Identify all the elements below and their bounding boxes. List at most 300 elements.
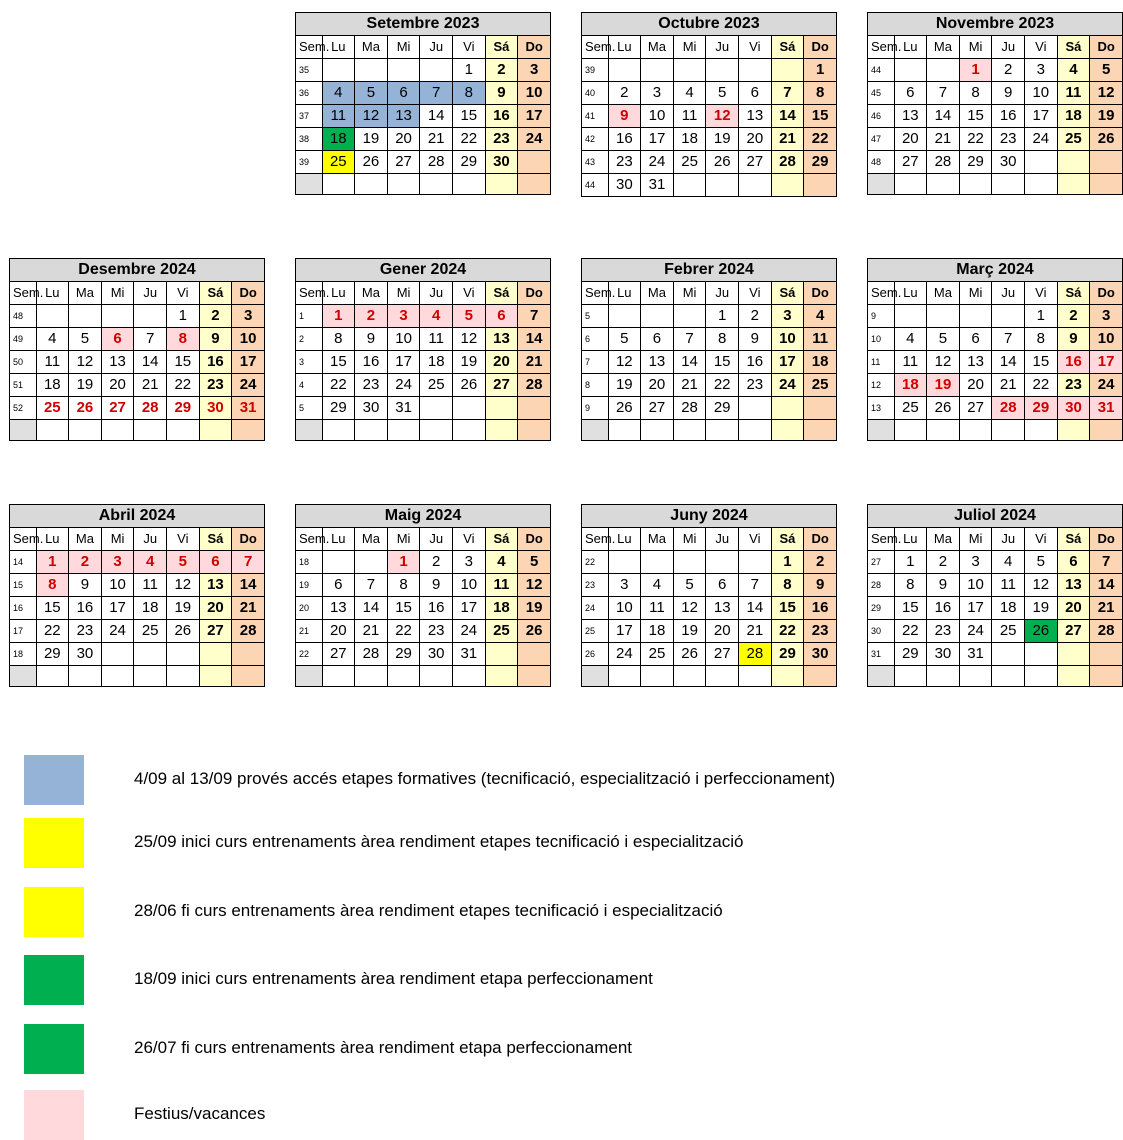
day-cell: 2 [199,305,232,328]
day-cell: 28 [992,397,1025,420]
day-cell [69,420,102,441]
week-number: 7 [582,351,609,374]
day-cell: 26 [1090,128,1123,151]
legend-text: Festius/vacances [134,1104,266,1123]
day-cell: 31 [453,643,486,666]
day-cell: 16 [739,351,772,374]
weekday-header: Ju [420,282,453,305]
week-row [582,328,837,351]
day-cell: 17 [959,597,992,620]
day-cell [453,174,486,195]
week-number: 4 [296,374,323,397]
day-cell: 7 [739,574,772,597]
day-cell [322,666,355,687]
day-cell [199,420,232,441]
day-cell [1057,643,1090,666]
day-cell [1057,420,1090,441]
day-cell: 6 [739,82,772,105]
week-row [868,597,1123,620]
day-cell: 11 [992,574,1025,597]
week-number: 22 [296,643,323,666]
week-row [10,328,265,351]
week-number: 10 [868,328,895,351]
week-number: 15 [10,574,37,597]
day-cell: 18 [804,351,837,374]
day-cell: 18 [894,374,927,397]
week-number: 11 [868,351,895,374]
day-cell: 2 [804,551,837,574]
day-cell [992,305,1025,328]
day-cell: 4 [36,328,69,351]
day-cell: 24 [608,643,641,666]
day-cell: 12 [608,351,641,374]
weekday-header: Sá [771,36,804,59]
legend-swatch-yellow [24,818,84,868]
day-cell [641,305,674,328]
day-cell: 14 [355,597,388,620]
weekday-header: Do [518,282,551,305]
day-cell [134,420,167,441]
day-cell: 15 [894,597,927,620]
day-cell: 7 [355,574,388,597]
day-cell [355,551,388,574]
week-number: 45 [868,82,895,105]
week-row [296,82,551,105]
weekday-header: Ma [355,282,388,305]
day-cell: 15 [706,351,739,374]
week-row [296,620,551,643]
weekday-header: Ma [69,282,102,305]
day-cell: 23 [420,620,453,643]
week-row [582,397,837,420]
day-cell: 16 [485,105,518,128]
week-number [582,420,609,441]
day-cell: 8 [387,574,420,597]
day-cell: 4 [673,82,706,105]
week-number: 14 [10,551,37,574]
day-cell [1025,174,1058,195]
day-cell: 16 [1057,351,1090,374]
week-row [868,82,1123,105]
week-number: 12 [868,374,895,397]
week-number: 30 [868,620,895,643]
day-cell: 17 [387,351,420,374]
weekday-header: Sem. [10,282,37,305]
month-title: Desembre 2024 [10,259,265,282]
day-cell [641,666,674,687]
day-cell: 24 [771,374,804,397]
day-cell: 3 [453,551,486,574]
day-cell: 11 [641,597,674,620]
week-number: 17 [10,620,37,643]
day-cell [420,397,453,420]
week-row [296,105,551,128]
week-number [296,420,323,441]
week-number: 48 [10,305,37,328]
week-row [10,397,265,420]
day-cell: 12 [927,351,960,374]
day-cell: 20 [387,128,420,151]
weekday-header: Sá [199,528,232,551]
day-cell: 11 [804,328,837,351]
day-cell [1090,174,1123,195]
day-cell [608,551,641,574]
day-cell: 1 [804,59,837,82]
day-cell: 20 [199,597,232,620]
week-row [296,551,551,574]
day-cell [355,59,388,82]
week-row [868,328,1123,351]
day-cell: 28 [355,643,388,666]
day-cell: 29 [771,643,804,666]
day-cell [641,551,674,574]
day-cell: 3 [959,551,992,574]
weekday-header: Ma [927,282,960,305]
week-number: 16 [10,597,37,620]
day-cell [232,666,265,687]
day-cell: 11 [1057,82,1090,105]
day-cell: 15 [959,105,992,128]
week-number: 22 [582,551,609,574]
day-cell: 12 [1025,574,1058,597]
day-cell: 21 [739,620,772,643]
day-cell: 14 [232,574,265,597]
day-cell [927,420,960,441]
week-number: 25 [582,620,609,643]
day-cell: 1 [36,551,69,574]
week-number: 18 [296,551,323,574]
weekday-header: Mi [101,528,134,551]
day-cell: 12 [167,574,200,597]
weekday-header: Vi [453,528,486,551]
day-cell: 30 [355,397,388,420]
day-cell: 13 [485,328,518,351]
week-row [296,59,551,82]
day-cell: 28 [771,151,804,174]
day-cell: 21 [927,128,960,151]
day-cell [927,174,960,195]
day-cell: 27 [959,397,992,420]
week-number [296,666,323,687]
week-number: 37 [296,105,323,128]
day-cell: 16 [69,597,102,620]
day-cell: 20 [739,128,772,151]
week-number: 19 [296,574,323,597]
day-cell: 9 [485,82,518,105]
day-cell: 11 [420,328,453,351]
weekday-header: Ju [134,528,167,551]
day-cell: 4 [1057,59,1090,82]
day-cell: 17 [608,620,641,643]
weekday-header: Do [804,528,837,551]
day-cell [959,420,992,441]
day-cell: 22 [1025,374,1058,397]
month-calendar [867,258,1123,441]
week-row [582,420,837,441]
weekday-header: Mi [387,36,420,59]
weekday-header: Sem. [582,282,609,305]
month-calendar [581,258,837,441]
weekday-header: Lu [894,282,927,305]
day-cell: 22 [771,620,804,643]
day-cell: 2 [355,305,388,328]
legend-swatch-yellow [24,887,84,937]
day-cell: 5 [706,82,739,105]
week-row [296,597,551,620]
weekday-header: Vi [1025,282,1058,305]
month-title: Octubre 2023 [582,13,837,36]
day-cell [355,420,388,441]
weekday-header: Vi [453,282,486,305]
month-title: Juny 2024 [582,505,837,528]
day-cell [608,305,641,328]
day-cell: 29 [322,397,355,420]
month-title: Maig 2024 [296,505,551,528]
weekday-header: Sem. [296,528,323,551]
day-cell: 15 [322,351,355,374]
day-cell: 26 [1025,620,1058,643]
day-cell [673,420,706,441]
week-number: 40 [582,82,609,105]
day-cell: 6 [199,551,232,574]
day-cell: 1 [322,305,355,328]
day-cell: 23 [927,620,960,643]
day-cell: 21 [518,351,551,374]
day-cell: 6 [101,328,134,351]
day-cell [771,666,804,687]
day-cell: 4 [485,551,518,574]
day-cell: 3 [387,305,420,328]
day-cell [804,174,837,197]
day-cell [485,420,518,441]
weekday-header: Vi [167,282,200,305]
day-cell [518,174,551,195]
day-cell: 23 [739,374,772,397]
day-cell: 20 [641,374,674,397]
day-cell: 25 [485,620,518,643]
day-cell [420,174,453,195]
weekday-header: Mi [673,528,706,551]
day-cell [134,643,167,666]
day-cell: 24 [641,151,674,174]
day-cell: 24 [1090,374,1123,397]
day-cell: 22 [706,374,739,397]
day-cell: 4 [894,328,927,351]
day-cell: 18 [641,620,674,643]
week-number: 5 [582,305,609,328]
day-cell: 4 [804,305,837,328]
day-cell: 18 [1057,105,1090,128]
day-cell [1090,151,1123,174]
day-cell: 24 [101,620,134,643]
day-cell: 1 [1025,305,1058,328]
weekday-header: Lu [322,282,355,305]
weekday-header: Do [804,282,837,305]
day-cell: 8 [804,82,837,105]
day-cell: 29 [804,151,837,174]
week-number: 8 [582,374,609,397]
weekday-header: Do [232,528,265,551]
day-cell: 28 [518,374,551,397]
day-cell: 10 [1090,328,1123,351]
week-number: 13 [868,397,895,420]
week-number: 44 [868,59,895,82]
weekday-header: Lu [322,36,355,59]
day-cell: 18 [992,597,1025,620]
week-number: 52 [10,397,37,420]
day-cell: 21 [673,374,706,397]
day-cell [1025,666,1058,687]
weekday-header: Ju [706,36,739,59]
week-row [868,374,1123,397]
week-row [296,351,551,374]
day-cell [1025,420,1058,441]
week-number: 27 [868,551,895,574]
weekday-header: Sem. [296,282,323,305]
day-cell [927,59,960,82]
day-cell [199,643,232,666]
day-cell: 5 [1025,551,1058,574]
week-row [296,328,551,351]
weekday-header: Ma [355,528,388,551]
day-cell: 25 [420,374,453,397]
week-row [10,420,265,441]
day-cell: 9 [992,82,1025,105]
week-number: 36 [296,82,323,105]
weekday-header: Sem. [868,36,895,59]
day-cell: 4 [420,305,453,328]
day-cell: 23 [992,128,1025,151]
week-row [868,420,1123,441]
day-cell: 9 [1057,328,1090,351]
day-cell [518,151,551,174]
day-cell [199,666,232,687]
day-cell [485,643,518,666]
day-cell [959,305,992,328]
day-cell: 13 [322,597,355,620]
day-cell: 27 [1057,620,1090,643]
weekday-header: Vi [1025,36,1058,59]
week-number: 21 [296,620,323,643]
day-cell: 3 [1090,305,1123,328]
day-cell [673,174,706,197]
weekday-header: Do [232,282,265,305]
day-cell: 23 [355,374,388,397]
day-cell: 21 [992,374,1025,397]
day-cell [101,305,134,328]
day-cell [69,666,102,687]
week-row [582,643,837,666]
day-cell [739,666,772,687]
day-cell: 13 [959,351,992,374]
week-row [582,59,837,82]
week-row [868,666,1123,687]
day-cell [387,420,420,441]
week-row [582,551,837,574]
month-calendar [581,12,837,197]
month-calendar [295,12,551,195]
day-cell: 30 [927,643,960,666]
weekday-header: Sá [199,282,232,305]
day-cell: 14 [518,328,551,351]
day-cell: 7 [992,328,1025,351]
week-number [868,420,895,441]
day-cell [959,174,992,195]
day-cell [894,174,927,195]
day-cell [134,666,167,687]
day-cell: 7 [1090,551,1123,574]
weekday-header: Ju [992,528,1025,551]
day-cell: 16 [420,597,453,620]
day-cell: 19 [1090,105,1123,128]
day-cell: 28 [739,643,772,666]
day-cell [36,305,69,328]
day-cell [927,305,960,328]
week-row [582,151,837,174]
day-cell [453,420,486,441]
week-row [582,666,837,687]
day-cell: 11 [134,574,167,597]
day-cell: 13 [641,351,674,374]
weekday-header: Lu [36,282,69,305]
day-cell [232,643,265,666]
day-cell [608,420,641,441]
week-number: 46 [868,105,895,128]
day-cell: 20 [894,128,927,151]
weekday-header: Lu [36,528,69,551]
legend-swatch-blue [24,755,84,805]
weekday-header: Do [518,528,551,551]
week-number [296,174,323,195]
day-cell: 17 [101,597,134,620]
week-number: 3 [296,351,323,374]
day-cell: 19 [69,374,102,397]
weekday-header: Do [1090,528,1123,551]
week-row [296,397,551,420]
day-cell: 25 [804,374,837,397]
week-number: 49 [10,328,37,351]
day-cell: 19 [706,128,739,151]
day-cell: 17 [641,128,674,151]
day-cell: 7 [420,82,453,105]
day-cell [771,59,804,82]
day-cell [36,420,69,441]
day-cell: 16 [355,351,388,374]
day-cell: 20 [1057,597,1090,620]
day-cell: 21 [355,620,388,643]
day-cell: 18 [322,128,355,151]
day-cell: 15 [36,597,69,620]
day-cell [453,397,486,420]
week-row [296,666,551,687]
legend-swatch-pink [24,1090,84,1140]
day-cell: 27 [322,643,355,666]
week-row [868,397,1123,420]
day-cell [322,59,355,82]
day-cell [992,174,1025,195]
day-cell: 11 [36,351,69,374]
day-cell [739,551,772,574]
day-cell: 26 [453,374,486,397]
day-cell: 23 [608,151,641,174]
day-cell: 4 [134,551,167,574]
day-cell: 11 [673,105,706,128]
day-cell: 2 [1057,305,1090,328]
weekday-header: Ma [355,36,388,59]
weekday-header: Ma [641,282,674,305]
week-row [296,151,551,174]
legend-text: 26/07 fi curs entrenaments àrea rendiment etapa perfeccionament [134,1038,633,1057]
